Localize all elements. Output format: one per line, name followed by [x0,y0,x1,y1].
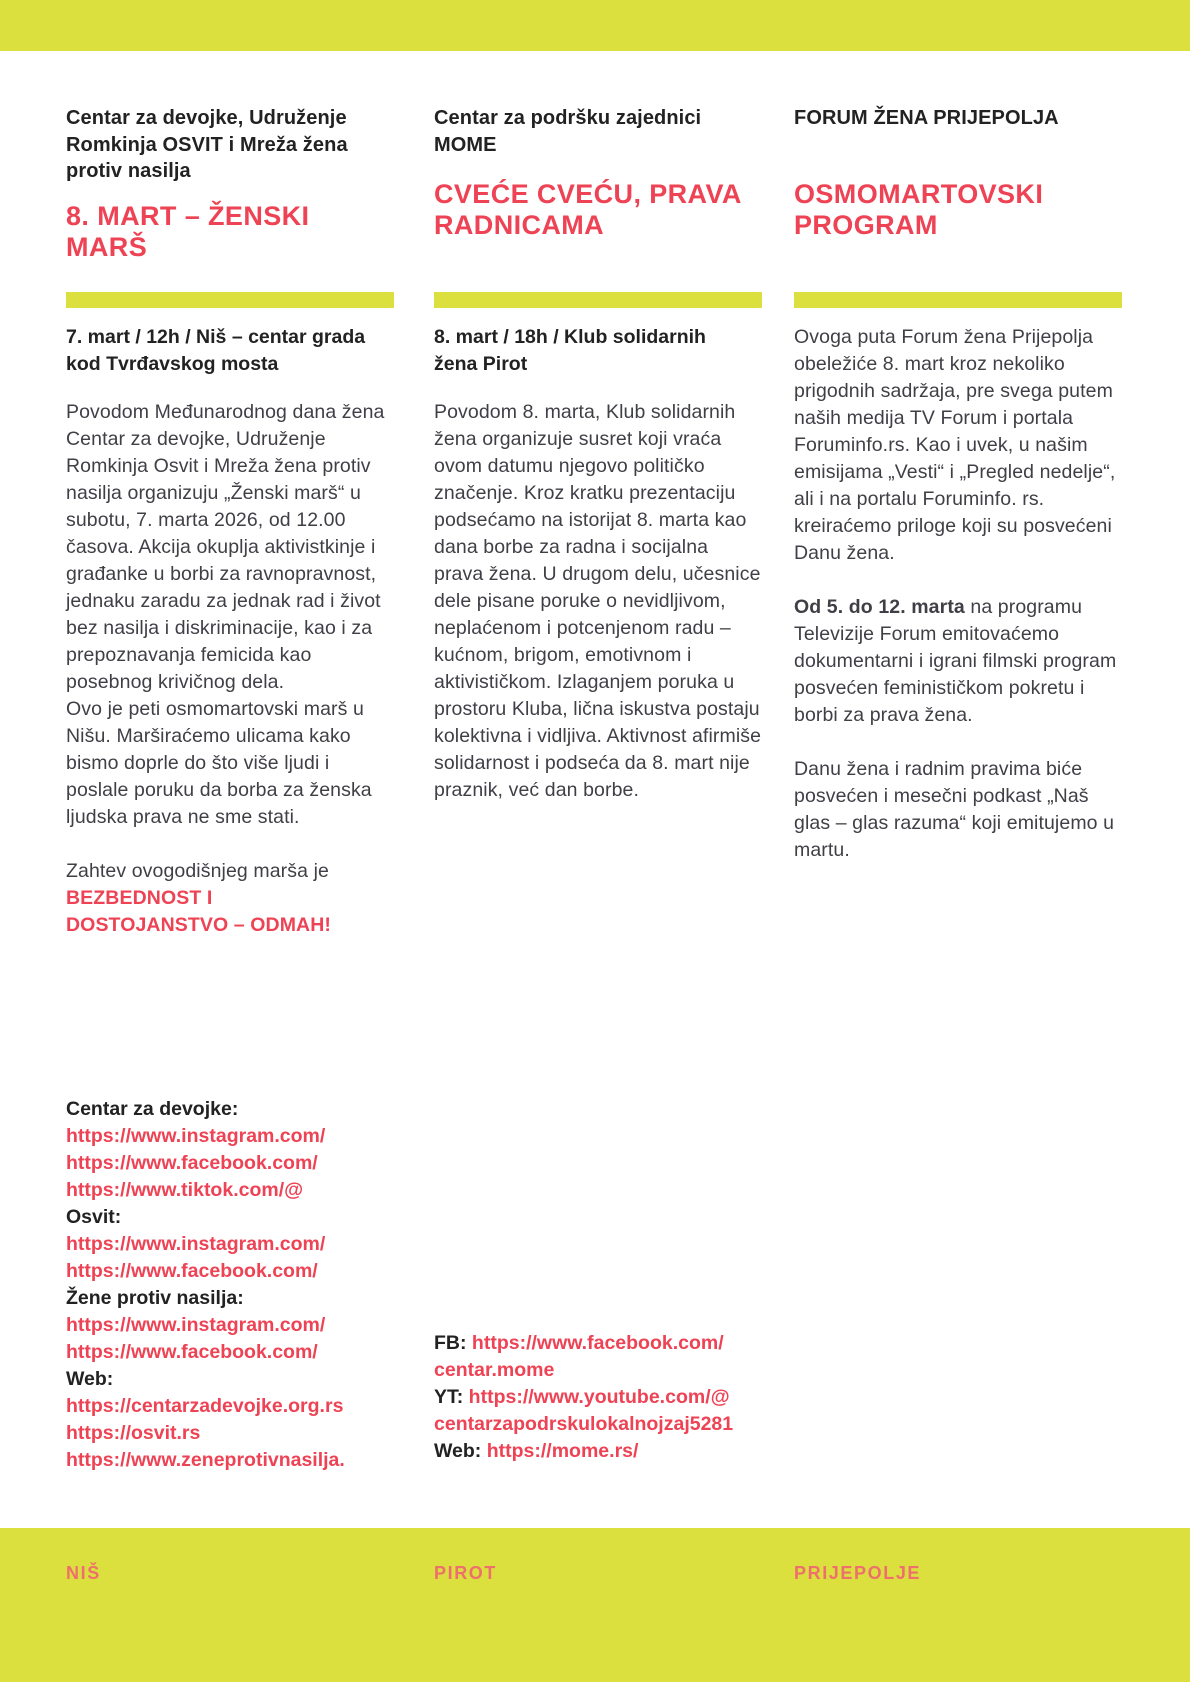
link-url[interactable]: https://centarzadevojke.org.rs [66,1395,344,1417]
body-paragraph: Danu žena i radnim pravima biće posvećen i mesečni podkast „Naš glas – glas razuma“ koji emitujemo u martu. [794,758,1115,861]
subhead-line: žena Pirot [434,353,528,375]
link-group-label: Centar za devojke: [66,1098,239,1120]
column-prijepolje-body [794,324,1122,864]
link-line [434,1384,778,1438]
headline-line: MARŠ [66,231,148,262]
paragraph-text: Povodom Međunarodnog dana žena Centar za devojke, Udruženje Romkinja Osvit i Mreža žena protiv nasilja organizuju „Ženski marš“ u subotu, 7. marta 2026, od 12.00 časova. Akcija okuplja aktivistkinje i građanke u borbi za ravnopravnost, jednaku zaradu za jednak rad i život bez nasilja i diskriminacije, kao i za prepoznavanja femicida kao posebnog krivičnog dela. [66,401,385,693]
link-url[interactable]: https://www.youtube.com/@ [468,1386,730,1408]
column-nis-header [66,105,394,292]
link-url[interactable]: https://www.instagram.com/ [66,1125,326,1147]
link-url[interactable]: https://mome.rs/ [486,1440,639,1462]
demand-line: BEZBEDNOST I [66,887,213,909]
headline-line: PROGRAM [794,210,938,240]
link-url[interactable]: https://www.facebook.com/ [66,1152,318,1174]
event-headline-pirot [434,179,762,241]
event-headline-nis [66,201,394,263]
footer-city-pirot: PIROT [434,1563,498,1583]
divider-bar [66,292,394,308]
column-pirot-body [434,324,762,804]
headline-line: CVEĆE CVEĆU, PRAVA [434,179,742,209]
link-prefix: Web: [434,1440,482,1462]
body-paragraph: Ovoga puta Forum žena Prijepolja obeležiće 8. mart kroz nekoliko prigodnih sadržaja, pre svega putem naših medija TV Forum i portala Foruminfo.rs. Kao i uvek, u našim emisijama „Vesti“ i „Pregled nedelje“, ali i na portalu Foruminfo. rs. kreiraćemo priloge koji su posvećeni Danu žena. [794,326,1116,564]
demand-line: DOSTOJANSTVO – ODMAH! [66,914,332,936]
link-url[interactable]: https://www.facebook.com/ [471,1332,724,1354]
paragraph-text: Ovo je peti osmomartovski marš u Nišu. Marširaćemo ulicama kako bismo doprle do što više ljudi i poslale poruku da borba za ženska ljudska prava ne sme stati. [66,698,372,828]
body-paragraph: Povodom 8. marta, Klub solidarnih žena organizuje susret koji vraća ovom datumu njegovo političko značenje. Kroz kratku prezentaciju podsećamo na istorijat 8. marta kao dana borbe za radna i socijalna prava žena. U drugom delu, učesnice dele pisane poruke o nevidljivom, neplaćenom i potcenjenom radu – kućnom, brigom, emotivnom i aktivističkom. Izlaganjem poruka u prostoru Kluba, lična iskustva postaju kolektivna i vidljiva. Aktivnost afirmiše solidarnost i podseća da 8. mart nije praznik, već dan borbe. [434,401,762,801]
link-url[interactable]: https://www.facebook.com/ [66,1260,318,1282]
link-url[interactable]: https://www.tiktok.com/@ [66,1179,304,1201]
link-url[interactable]: centarzapodrskulokalnojzaj5281 [434,1413,734,1435]
event-headline-prijepolje [794,179,1122,241]
link-url[interactable]: https://www.facebook.com/ [66,1341,318,1363]
column-prijepolje [794,105,1122,891]
link-group-label: Osvit: [66,1206,122,1228]
subhead-line: kod Tvrđavskog mosta [66,353,279,375]
link-url[interactable]: https://www.zeneprotivnasilja. [66,1449,345,1471]
demand-paragraph [66,858,394,939]
link-line [434,1438,778,1465]
top-accent-bar [0,0,1190,51]
links-nis [66,1096,400,1474]
link-url[interactable]: https://www.instagram.com/ [66,1233,326,1255]
footer-bar [0,1528,1190,1682]
headline-line: RADNICAMA [434,210,605,240]
link-group-label: Žene protiv nasilja: [66,1287,244,1309]
body-paragraph [66,399,394,831]
headline-line: 8. MART – ŽENSKI [66,200,310,231]
event-datetime-pirot [434,324,762,378]
column-nis [66,105,394,966]
column-pirot [434,105,762,831]
subhead-line: 7. mart / 12h / Niš – centar grada [66,326,366,348]
org-name-pirot: Centar za podršku zajednici MOME [434,107,702,156]
link-group-label: Web: [66,1368,114,1390]
footer-city-prijepolje: PRIJEPOLJE [794,1563,922,1583]
subhead-line: 8. mart / 18h / Klub solidarnih [434,326,706,348]
link-url[interactable]: centar.mome [434,1359,555,1381]
link-prefix: FB: [434,1332,467,1354]
org-name-nis: Centar za devojke, Udruženje Romkinja OSVIT i Mreža žena protiv nasilja [66,107,348,182]
footer-city-nis: NIŠ [66,1563,101,1583]
divider-bar [434,292,762,308]
org-name-prijepolje: FORUM ŽENA PRIJEPOLJA [794,107,1059,129]
column-pirot-header [434,105,762,292]
links-pirot [434,1330,778,1465]
link-line [434,1330,778,1384]
event-datetime-nis [66,324,394,378]
headline-line: OSMOMARTOVSKI [794,179,1044,209]
link-url[interactable]: https://osvit.rs [66,1422,201,1444]
column-prijepolje-header [794,105,1122,292]
link-url[interactable]: https://www.instagram.com/ [66,1314,326,1336]
paragraph-bold-lead: Od 5. do 12. marta [794,596,965,618]
paragraph-text: na programu Televizije Forum emitovaćemo dokumentarni i igrani filmski program posvećen feminističkom pokretu i borbi za prava žena. [794,596,1117,726]
column-nis-body [66,324,394,939]
demand-intro: Zahtev ovogodišnjeg marša je [66,860,329,882]
divider-bar [794,292,1122,308]
body-paragraph [794,594,1122,729]
link-prefix: YT: [434,1386,464,1408]
